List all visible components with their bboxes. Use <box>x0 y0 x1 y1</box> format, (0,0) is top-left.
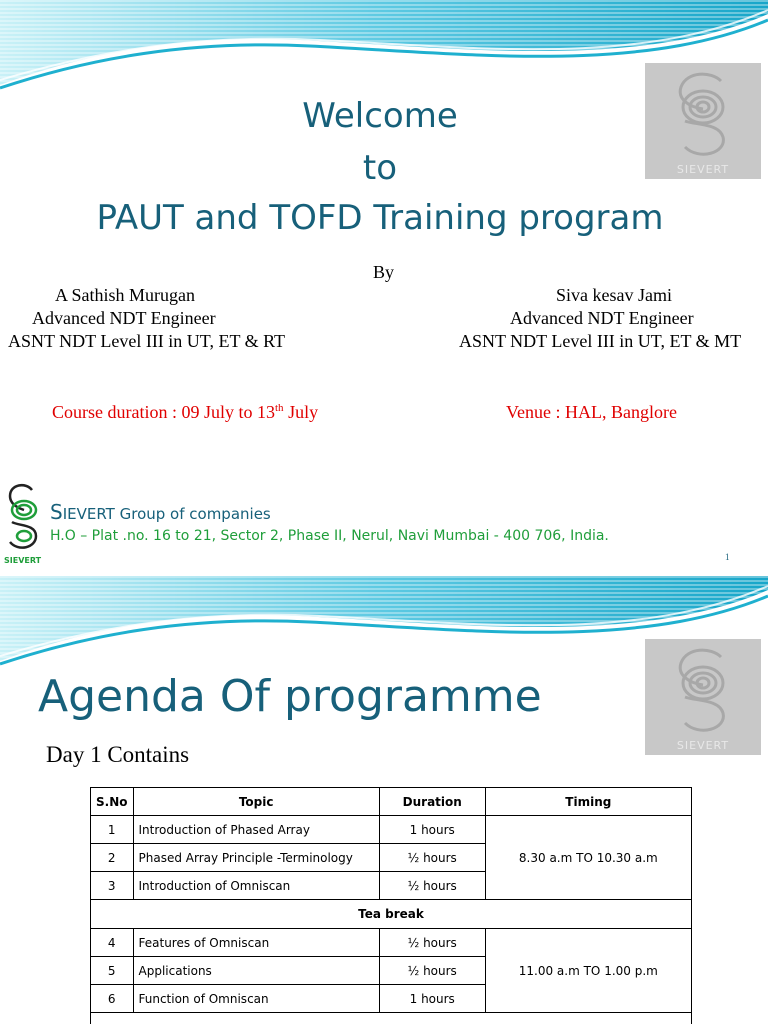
row-sno: 4 <box>91 929 134 957</box>
header-sno: S.No <box>91 788 134 816</box>
row-topic: Introduction of Phased Array <box>133 816 379 844</box>
row-duration: ½ hours <box>379 844 485 872</box>
logo-text: SIEVERT <box>676 163 730 176</box>
row-topic: Applications <box>133 957 379 985</box>
row-sno: 2 <box>91 844 134 872</box>
row-duration: ½ hours <box>379 872 485 900</box>
presenter-left-role: Advanced NDT Engineer <box>32 308 216 328</box>
slide-2 <box>0 576 768 1024</box>
sievert-logo-top <box>645 639 761 755</box>
course-duration <box>52 402 318 423</box>
title-line-2: to <box>362 148 398 188</box>
row-sno: 5 <box>91 957 134 985</box>
row-duration: 1 hours <box>379 985 485 1013</box>
agenda-title: Agenda Of programme <box>38 671 542 722</box>
title-line-1: Welcome <box>302 96 458 136</box>
company-initial: S <box>50 500 63 524</box>
duration-sup: th <box>275 402 284 414</box>
table-row <box>91 929 692 957</box>
row-topic: Introduction of Omniscan <box>133 872 379 900</box>
row-sno: 3 <box>91 872 134 900</box>
table-header-row <box>91 788 692 816</box>
title-line-3: PAUT and TOFD Training program <box>96 198 664 238</box>
row-topic: Function of Omniscan <box>133 985 379 1013</box>
header-timing: Timing <box>485 788 691 816</box>
partial-cell <box>91 1013 692 1024</box>
company-name-rest: IEVERT Group of companies <box>62 505 271 523</box>
company-address: H.O – Plat .no. 16 to 21, Sector 2, Phase II, Nerul, Navi Mumbai - 400 706, India. <box>50 528 609 544</box>
row-topic: Phased Array Principle -Terminology <box>133 844 379 872</box>
row-duration: ½ hours <box>379 957 485 985</box>
timing-cell: 11.00 a.m TO 1.00 p.m <box>485 929 691 1013</box>
day-subtitle: Day 1 Contains <box>46 742 190 767</box>
venue: Venue : HAL, Banglore <box>506 402 677 422</box>
company-name <box>50 500 271 524</box>
duration-end: July <box>283 402 319 422</box>
by-label: By <box>373 262 395 282</box>
tea-break-cell: Tea break <box>91 900 692 929</box>
presenter-right-name: Siva kesav Jami <box>556 285 672 305</box>
sievert-logo-bottom <box>4 482 44 568</box>
sievert-swirl-icon <box>4 482 44 554</box>
row-duration: ½ hours <box>379 929 485 957</box>
presenter-left-cert: ASNT NDT Level III in UT, ET & RT <box>8 331 286 351</box>
header-duration: Duration <box>379 788 485 816</box>
logo-text: SIEVERT <box>676 739 730 752</box>
presenter-left-name: A Sathish Murugan <box>55 285 196 305</box>
page-number: 1 <box>725 552 730 562</box>
sievert-swirl-icon <box>645 639 761 739</box>
table-row-partial <box>91 1013 692 1024</box>
agenda-table <box>90 787 692 1024</box>
tea-break-row <box>91 900 692 929</box>
row-sno: 1 <box>91 816 134 844</box>
duration-text: Course duration : 09 July to 13 <box>52 402 275 422</box>
header-topic: Topic <box>133 788 379 816</box>
row-duration: 1 hours <box>379 816 485 844</box>
timing-cell: 8.30 a.m TO 10.30 a.m <box>485 816 691 900</box>
presenter-right-cert: ASNT NDT Level III in UT, ET & MT <box>459 331 742 351</box>
table-row <box>91 816 692 844</box>
presenter-right-role: Advanced NDT Engineer <box>510 308 694 328</box>
row-sno: 6 <box>91 985 134 1013</box>
logo-text-small: SIEVERT <box>4 556 42 565</box>
row-topic: Features of Omniscan <box>133 929 379 957</box>
